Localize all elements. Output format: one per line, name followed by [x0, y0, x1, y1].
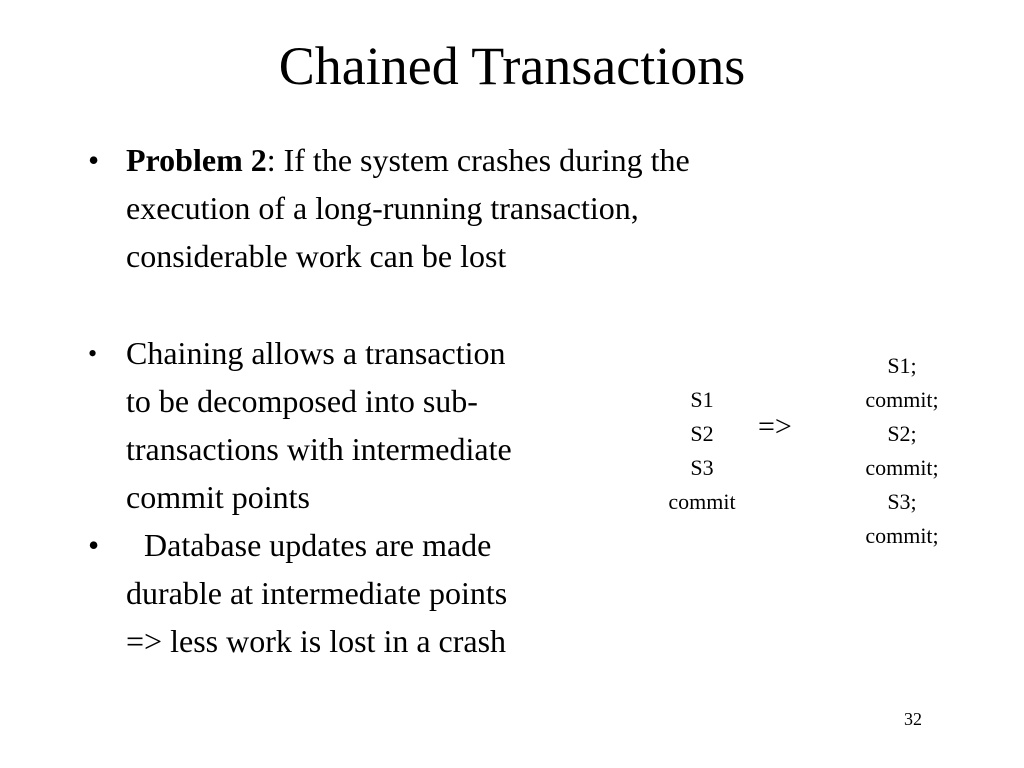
code-line: S2;	[887, 421, 917, 446]
bullet-lead: Problem 2	[126, 142, 267, 178]
bullet-problem-2	[126, 136, 690, 280]
bullet-line: durable at intermediate points	[126, 575, 508, 611]
bullet-line: Chaining allows a transaction	[126, 335, 506, 371]
bullet-line: execution of a long-running transaction,	[126, 190, 639, 226]
bullet-marker: •	[88, 142, 100, 178]
bullet-durable-updates	[126, 521, 507, 665]
code-line: commit;	[865, 387, 939, 412]
code-line: S2	[690, 421, 714, 446]
code-line: commit;	[865, 523, 939, 548]
code-line: S3	[690, 455, 714, 480]
page-number: 32	[904, 709, 922, 729]
code-before	[650, 383, 754, 519]
bullet-marker: •	[88, 339, 98, 368]
bullet-line: to be decomposed into sub-	[126, 383, 478, 419]
slide-title: Chained Transactions	[278, 36, 746, 96]
bullet-line: Database updates are made	[144, 527, 492, 563]
bullet-chaining	[126, 329, 512, 521]
code-line: S3;	[887, 489, 917, 514]
code-line: S1	[690, 387, 714, 412]
transform-arrow: =>	[758, 410, 792, 443]
code-after	[844, 349, 960, 553]
bullet-marker: •	[88, 527, 100, 563]
code-line: commit;	[865, 455, 939, 480]
bullet-line: => less work is lost in a crash	[126, 623, 507, 659]
code-line: commit	[668, 489, 736, 514]
bullet-line: : If the system crashes during the	[266, 142, 690, 178]
bullet-line: transactions with intermediate	[126, 431, 512, 467]
bullet-line: commit points	[126, 479, 310, 515]
code-line: S1;	[887, 353, 917, 378]
bullet-line: considerable work can be lost	[126, 238, 507, 274]
